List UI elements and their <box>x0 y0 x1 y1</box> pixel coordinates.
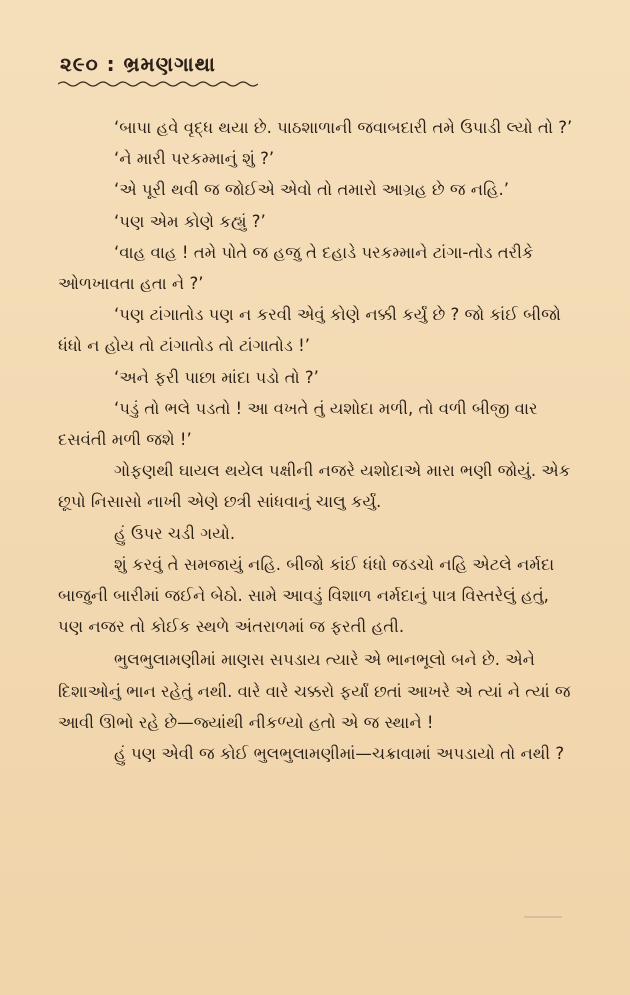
paragraph: ‘પણ એમ કોણે કહ્યું ?’ <box>114 211 266 231</box>
paragraph: ‘વાહ વાહ ! તમે પોતે જ હજુ તે દહાડે પરકમ્માને ટાંગા-તોડ તરીકે ઓળખાવતા હતા ને ?’ <box>58 242 534 294</box>
decorative-wavy-rule <box>58 80 258 88</box>
page-smudge <box>524 916 562 918</box>
paragraph: હું ઉપર ચડી ગયો. <box>114 523 236 543</box>
paragraph: ‘એ પૂરી થવી જ જોઈએ એવો તો તમારો આગ્રહ છે જ નહિ.’ <box>114 180 509 200</box>
paragraph: હું પણ એવી જ કોઈ ભુલભુલામણીમાં—ચક્રાવામાં અપડાયો તો નથી ? <box>114 744 565 764</box>
paragraph: ‘પડું તો ભલે પડતો ! આ વખતે તું યશોદા મળી, તો વળી બીજી વાર દસવંતી મળી જશે !’ <box>58 398 538 450</box>
paragraph: ‘પણ ટાંગાતોડ પણ ન કરવી એવું કોણે નક્કી કર્યું છે ? જો કાંઈ બીજો ધંધો ન હોય તો ટાંગાતોડ તો ટાંગાતોડ !’ <box>58 305 561 356</box>
paragraph: ભુલભુલામણીમાં માણસ સપડાય ત્યારે એ ભાનભૂલો બને છે. એને દિશાઓનું ભાન રહેતું નથી. વારે વારે ચક્કરો ફર્યાં છતાં આખરે એ ત્યાં ને ત્યાં જ આવી ઊભો રહે છે—જ્યાંથી નીકળ્યો હતો એ જ સ્થાને ! <box>58 650 571 732</box>
paragraph: શું કરવું તે સમજાયું નહિ. બીજો કાંઈ ધંધો જડચો નહિ એટલે નર્મદા બાજુની બારીમાં જઈને બેઠો. સામે આવડું વિશાળ નર્મદાનું પાત્ર વિસ્તરેલું હતું, પણ નજર તો કોઈક સ્થળે અંતરાળમાં જ ફરતી હતી. <box>58 554 555 637</box>
body-text <box>58 112 576 769</box>
paragraph: ‘ને મારી પરકમ્માનું શું ?’ <box>114 149 275 169</box>
paragraph: ‘અને ફરી પાછા માંદા પડો તો ?’ <box>114 367 319 387</box>
paragraph: ગોફણથી ઘાયલ થયેલ પક્ષીની નજરે યશોદાએ મારા ભણી જોયું. એક છૂપો નિસાસો નાખી એણે છત્રી સાંધવાનું ચાલુ કર્યું. <box>58 461 571 512</box>
running-head: ૨૯૦ : ભ્રમણગાથા <box>60 52 216 76</box>
paragraph: ‘બાપા હવે વૃદ્ધ થયા છે. પાઠશાળાની જવાબદારી તમે ઉપાડી લ્યો તો ?’ <box>114 118 573 137</box>
